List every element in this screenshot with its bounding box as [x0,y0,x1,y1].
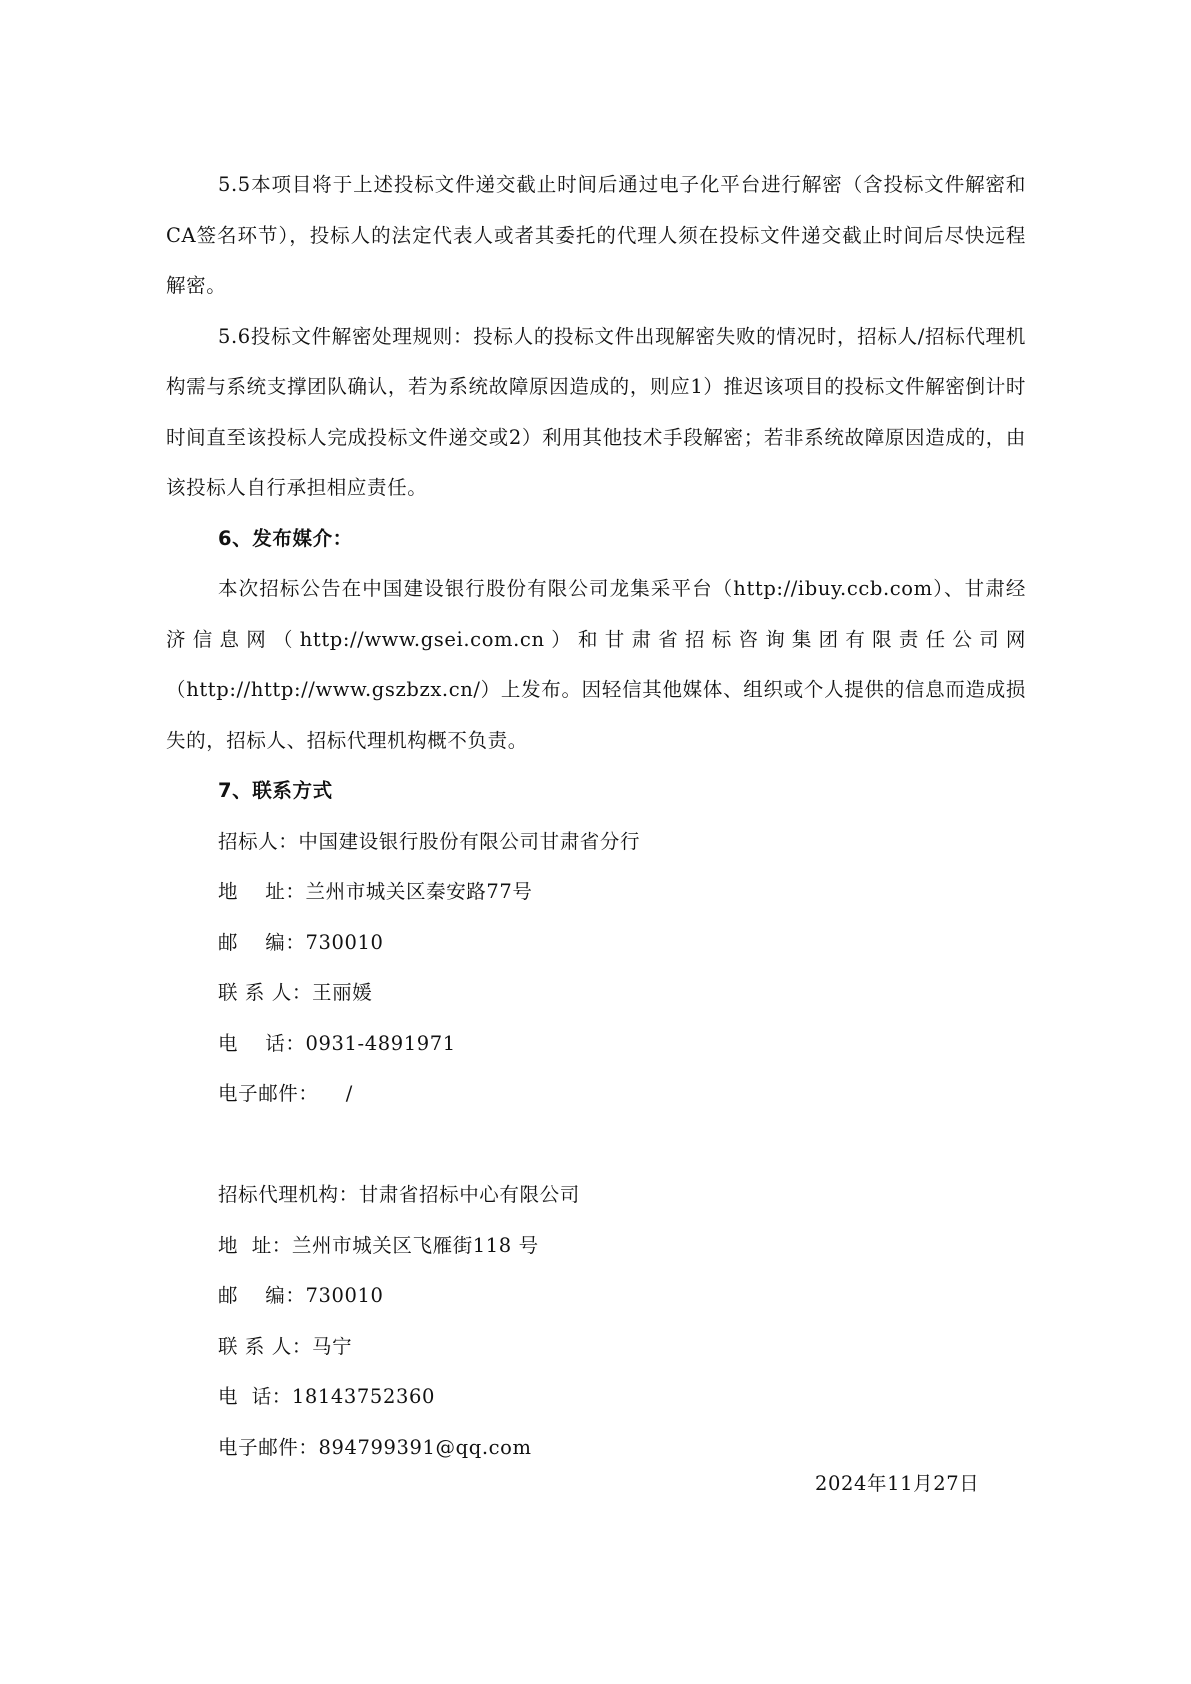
agency-email: 电子邮件：894799391@qq.com [218,1435,532,1459]
tenderer-contact-person: 联 系 人：王丽媛 [218,981,373,1004]
paragraph-5-6: 5.6投标文件解密处理规则：投标人的投标文件出现解密失败的情况时，招标人/招标代理机构需与系统支撑团队确认，若为系统故障原因造成的，则应1）推迟该项目的投标文件解密倒计时时间直至该投标人完成投标文件递交或2）利用其他技术手段解密；若非系统故障原因造成的，由该投标人自行承担相应责任。 [166,324,1026,499]
tenderer-address: 地 址：兰州市城关区秦安路77号 [218,880,533,903]
agency-phone: 电 话：18143752360 [218,1385,435,1408]
agency-name: 招标代理机构：甘肃省招标中心有限公司 [218,1183,580,1206]
paragraph-publication-media: 本次招标公告在中国建设银行股份有限公司龙集采平台（http://ibuy.ccb.com）、甘肃经济信息网（http://www.gsei.com.cn）和甘肃省招标咨询集团有限责任公司网（http://http://www.gszbzx.cn/）上发布。因轻信其他媒体、组织或个人提供的信息而造成损失的，招标人、招标代理机构概不负责。 [166,577,1026,752]
blank-line [166,1120,1026,1171]
agency-address: 地 址：兰州市城关区飞雁街118 号 [218,1233,539,1257]
tenderer-name: 招标人：中国建设银行股份有限公司甘肃省分行 [218,829,641,853]
tenderer-email: 电子邮件： / [218,1082,353,1105]
tenderer-postcode: 邮 编：730010 [218,930,384,954]
agency-contact-block [166,1170,1026,1473]
paragraph-5-5: 5.5本项目将于上述投标文件递交截止时间后通过电子化平台进行解密（含投标文件解密和CA签名环节），投标人的法定代表人或者其委托的代理人须在投标文件递交截止时间后尽快远程解密。 [166,173,1026,297]
agency-postcode: 邮 编：730010 [218,1284,384,1307]
section-heading-publication-media: 6、发布媒介： [218,526,353,550]
document-content [166,160,1026,1473]
section-heading-contact: 7、联系方式 [218,779,333,802]
document-date: 2024年11月27日 [815,1472,980,1495]
agency-contact-person: 联 系 人：马宁 [218,1334,353,1358]
tenderer-phone: 电 话：0931-4891971 [218,1031,456,1055]
tenderer-contact-block [166,817,1026,1120]
